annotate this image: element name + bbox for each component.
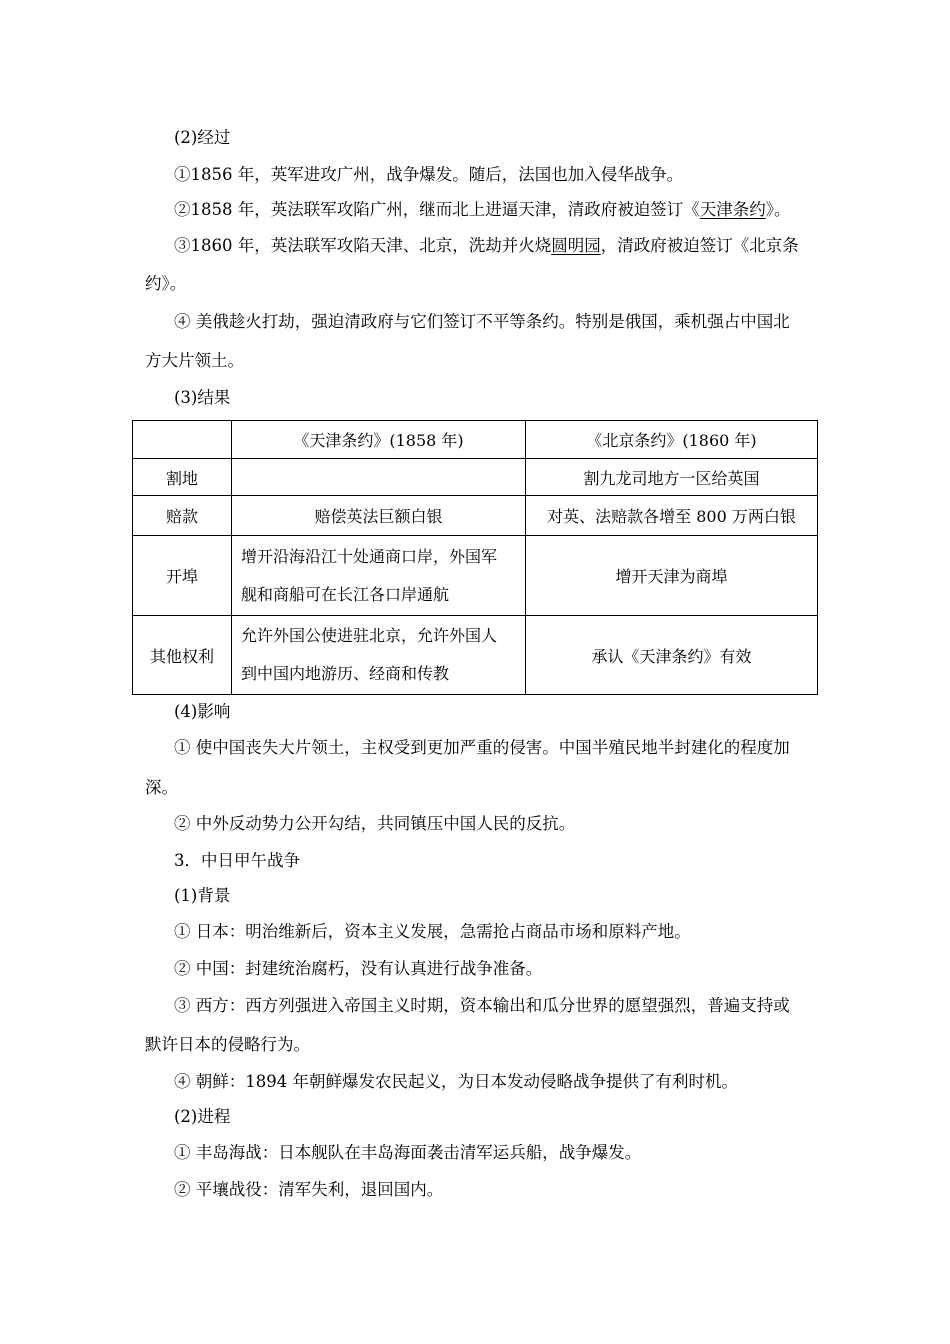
progress-fengdao: ① 丰岛海战：日本舰队在丰岛海面袭击清军运兵船，战争爆发。 xyxy=(174,1143,642,1162)
yuanmingyuan-underlined: 圆明园 xyxy=(551,236,601,255)
section-heading-result: (3)结果 xyxy=(174,388,231,407)
cell-tianjin-land xyxy=(232,459,526,496)
cell-beijing-indemnity: 对英、法赔款各增至 800 万两白银 xyxy=(526,496,818,536)
table-corner-cell xyxy=(133,421,232,459)
paragraph-us-russia: ④ 美俄趁火打劫，强迫清政府与它们签订不平等条约。特别是俄国，乘机强占中国北 xyxy=(174,312,790,331)
paragraph-1856: ①1856 年，英军进攻广州，战争爆发。随后，法国也加入侵华战争。 xyxy=(174,165,684,184)
header-beijing: 《北京条约》(1860 年) xyxy=(526,421,818,459)
paragraph-us-russia-continued: 方大片领土。 xyxy=(145,351,244,370)
background-west-continued: 默许日本的侵略行为。 xyxy=(145,1035,310,1054)
treaty-comparison-table xyxy=(132,420,818,695)
cell-tianjin-ports-line1: 增开沿海沿江十处通商口岸，外国军 xyxy=(241,546,498,566)
cell-tianjin-ports-line2: 舰和商船可在长江各口岸通航 xyxy=(241,584,450,604)
background-japan: ① 日本：明治维新后，资本主义发展，急需抢占商品市场和原料产地。 xyxy=(174,922,691,941)
header-tianjin: 《天津条约》(1858 年) xyxy=(232,421,526,459)
paragraph-1858-text: ②1858 年，英法联军攻陷广州，继而北上进逼天津，清政府被迫签订《 xyxy=(174,200,700,219)
paragraph-1858-end: 》。 xyxy=(765,200,791,219)
section-heading-background: (1)背景 xyxy=(174,886,231,905)
table-row xyxy=(133,459,818,496)
cell-tianjin-other-rights xyxy=(232,616,526,695)
row-label-land: 割地 xyxy=(133,459,232,496)
tianjin-treaty-underlined: 天津条约 xyxy=(699,200,766,219)
section-heading-progress: (2)进程 xyxy=(174,1107,231,1126)
table-row xyxy=(133,616,818,695)
background-korea: ④ 朝鲜：1894 年朝鲜爆发农民起义，为日本发动侵略战争提供了有利时机。 xyxy=(174,1072,738,1091)
impact-paragraph-1: ① 使中国丧失大片领土，主权受到更加严重的侵害。中国半殖民地半封建化的程度加 xyxy=(174,738,790,757)
section-title-sino-japanese-war: 3．中日甲午战争 xyxy=(174,851,300,870)
row-label-other-rights: 其他权利 xyxy=(133,616,232,695)
table-row xyxy=(133,536,818,616)
progress-pyongyang: ② 平壤战役：清军失利，退回国内。 xyxy=(174,1180,444,1199)
background-china: ② 中国：封建统治腐朽，没有认真进行战争准备。 xyxy=(174,959,543,978)
cell-tianjin-rights-line1: 允许外国公使进驻北京，允许外国人 xyxy=(241,626,498,645)
paragraph-1860-text: ③1860 年，英法联军攻陷天津、北京，洗劫并火烧 xyxy=(174,236,552,255)
table-row xyxy=(133,496,818,536)
section-heading-impact: (4)影响 xyxy=(174,702,231,721)
impact-paragraph-1-continued: 深。 xyxy=(145,778,178,797)
paragraph-1860-rest: ，清政府被迫签订《北京条 xyxy=(600,236,799,255)
cell-beijing-land: 割九龙司地方一区给英国 xyxy=(526,459,818,496)
cell-beijing-ports: 增开天津为商埠 xyxy=(526,536,818,616)
row-label-ports: 开埠 xyxy=(133,536,232,616)
background-west: ③ 西方：西方列强进入帝国主义时期，资本输出和瓜分世界的愿望强烈，普遍支持或 xyxy=(174,996,790,1015)
row-label-indemnity: 赔款 xyxy=(133,496,232,536)
paragraph-1860-continued: 约》。 xyxy=(145,274,187,293)
cell-beijing-other-rights: 承认《天津条约》有效 xyxy=(526,616,818,695)
paragraph-1860 xyxy=(174,236,799,256)
cell-tianjin-rights-line2: 到中国内地游历、经商和传教 xyxy=(241,664,450,683)
section-heading-process: (2)经过 xyxy=(174,128,231,147)
table-header-row xyxy=(133,421,818,459)
paragraph-1858 xyxy=(174,200,791,220)
impact-paragraph-2: ② 中外反动势力公开勾结，共同镇压中国人民的反抗。 xyxy=(174,814,576,833)
cell-tianjin-indemnity: 赔偿英法巨额白银 xyxy=(232,496,526,536)
cell-tianjin-ports xyxy=(232,536,526,616)
